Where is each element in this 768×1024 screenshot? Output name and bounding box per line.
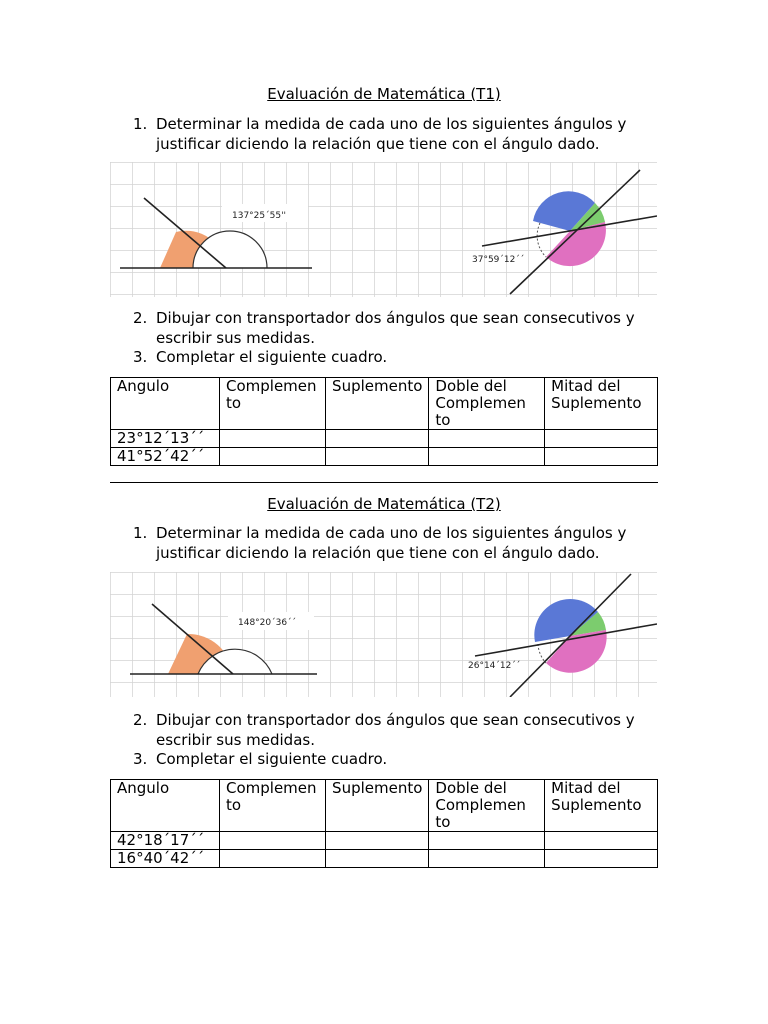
table-cell: 42°18´17´´ [111, 832, 220, 850]
table-header-row [111, 780, 658, 832]
table-header-cell: Mitad del Suplemento [545, 780, 658, 832]
table-cell[interactable] [326, 832, 429, 850]
table-cell[interactable] [545, 448, 658, 466]
table-header-cell: Suplemento [326, 780, 429, 832]
table-cell[interactable] [326, 448, 429, 466]
table-cell: 23°12´13´´ [111, 430, 220, 448]
question-text: Dibujar con transportador dos ángulos que sean consecutivos y escribir sus medidas. [156, 309, 635, 347]
question-text: Dibujar con transportador dos ángulos que sean consecutivos y escribir sus medidas. [156, 711, 635, 749]
table-cell[interactable] [220, 448, 326, 466]
table-header-cell: Mitad del Suplemento [545, 378, 658, 430]
angles-figure [110, 572, 657, 697]
table-row [111, 832, 658, 850]
table-cell[interactable] [545, 850, 658, 868]
table-header-row [111, 378, 658, 430]
section-title: Evaluación de Matemática (T1) [267, 85, 501, 103]
table-header-cell: Complemen to [220, 378, 326, 430]
angles-table [110, 779, 658, 868]
table-row [111, 850, 658, 868]
right-angle-label: 26°14´12´´ [468, 661, 521, 671]
table-header-cell: Doble del Complemen to [429, 780, 545, 832]
table-cell: 16°40´42´´ [111, 850, 220, 868]
table-cell[interactable] [545, 832, 658, 850]
question-number: 1. [133, 524, 148, 542]
section-divider [110, 482, 658, 483]
table-cell[interactable] [429, 832, 545, 850]
table-header-cell: Doble del Complemen to [429, 378, 545, 430]
table-cell[interactable] [429, 430, 545, 448]
table-header-cell: Suplemento [326, 378, 429, 430]
angles-figure [110, 162, 657, 297]
table-cell[interactable] [220, 850, 326, 868]
table-cell[interactable] [545, 430, 658, 448]
question-text: Determinar la medida de cada uno de los siguientes ángulos y justificar diciendo la relación que tiene con el ángulo dado. [156, 524, 627, 562]
left-angle-label: 137°25´55'' [232, 211, 287, 221]
table-header-cell: Angulo [111, 780, 220, 832]
table-cell[interactable] [429, 850, 545, 868]
right-angle-label: 37°59´12´´ [472, 255, 525, 265]
table-cell: 41°52´42´´ [111, 448, 220, 466]
question-number: 3. [133, 750, 148, 768]
question-number: 1. [133, 115, 148, 133]
question-number: 2. [133, 711, 148, 729]
question-text: Completar el siguiente cuadro. [156, 750, 388, 768]
angles-table [110, 377, 658, 466]
table-header-cell: Complemen to [220, 780, 326, 832]
table-cell[interactable] [326, 850, 429, 868]
table-cell[interactable] [326, 430, 429, 448]
table-row [111, 430, 658, 448]
question-number: 2. [133, 309, 148, 327]
question-text: Completar el siguiente cuadro. [156, 348, 388, 366]
table-header-cell: Angulo [111, 378, 220, 430]
question-text: Determinar la medida de cada uno de los siguientes ángulos y justificar diciendo la relación que tiene con el ángulo dado. [156, 115, 627, 153]
table-cell[interactable] [220, 832, 326, 850]
section-title: Evaluación de Matemática (T2) [267, 495, 501, 513]
table-cell[interactable] [429, 448, 545, 466]
left-angle-label: 148°20´36´´ [238, 618, 297, 628]
question-number: 3. [133, 348, 148, 366]
table-cell[interactable] [220, 430, 326, 448]
table-row [111, 448, 658, 466]
